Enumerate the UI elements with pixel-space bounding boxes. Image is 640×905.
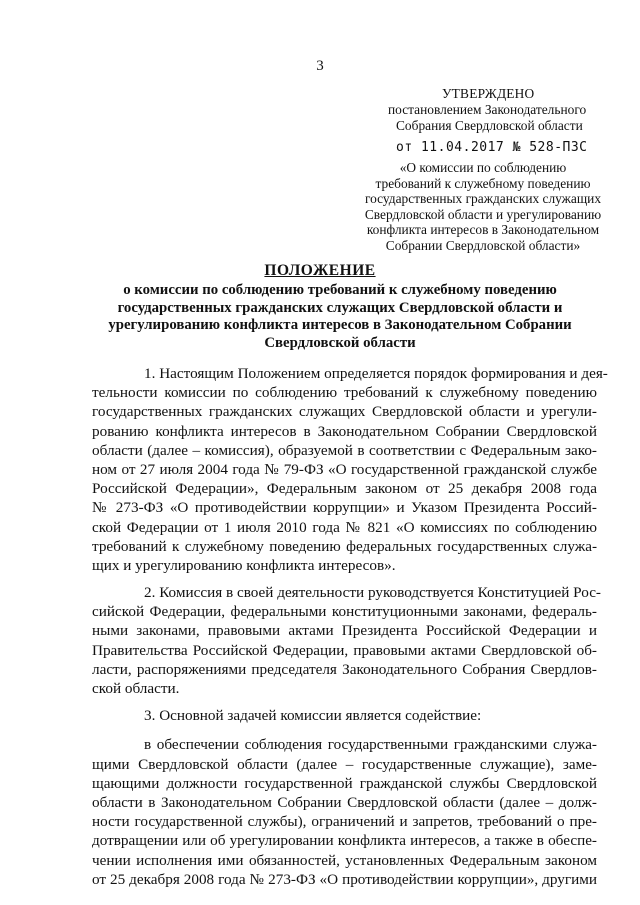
text-line: сийской Федерации, федеральными конституционными законами, федераль- [92, 603, 597, 621]
text-line: 2. Комиссия в своей деятельности руководствуется Конституцией Рос- [144, 584, 601, 602]
approval-date-line: от 11.04.2017 № 528-ПЗС [396, 140, 588, 155]
text-line: дотвращении или об урегулировании конфликта интересов, а также в обеспе- [92, 832, 597, 850]
text-line: ской области. [92, 680, 180, 697]
text-line: ской Федерации от 1 июля 2010 года № 821 «О комиссиях по соблюдению [92, 518, 597, 536]
text-line: щими Свердловской области (далее – государственные служащие), заме- [92, 755, 597, 773]
paragraph-3 [92, 706, 597, 725]
text-line: тельности комиссии по соблюдению требований к служебному поведению [92, 384, 597, 402]
text-line: 3. Основной задачей комиссии является содействие: [144, 707, 482, 725]
about-line: Свердловской области и урегулированию [364, 206, 602, 222]
about-line: Собрании Свердловской области» [385, 237, 581, 253]
text-line: от 25 декабря 2008 года № 273-ФЗ «О противодействии коррупции», другими [92, 870, 597, 888]
about-block [352, 160, 614, 254]
subtitle-line: государственных гражданских служащих Свердловской области и [117, 299, 563, 316]
document-subtitle [60, 282, 620, 352]
text-line: рованию конфликта интересов в Законодательном Собрании Свердловской [92, 422, 597, 440]
approval-stamp [372, 86, 612, 156]
text-line: щих и урегулированию конфликта интересов». [92, 556, 396, 574]
text-line: ности государственной службы), ограничений и запретов, требований о пре- [92, 813, 597, 831]
text-line: ласти, распоряжениями председателя Законодательного Собрания Свердлов- [92, 660, 597, 678]
page-number: 3 [316, 58, 324, 74]
text-line: ными законами, правовыми актами Президента Российской Федерации и [92, 622, 597, 640]
text-line: № 273-ФЗ «О противодействии коррупции» и Указом Президента Россий- [92, 499, 597, 517]
about-line: требований к служебному поведению [375, 175, 591, 191]
subtitle-line: о комиссии по соблюдению требований к служебному поведению [123, 282, 557, 298]
text-line: щающими должности государственной гражданской службы Свердловской [92, 774, 597, 792]
paragraph-2 [92, 583, 601, 698]
text-line: в обеспечении соблюдения государственными гражданскими служа- [144, 736, 597, 754]
subtitle-line: Свердловской области [264, 334, 416, 351]
text-line: ном от 27 июля 2004 года № 79-ФЗ «О государственной гражданской службе [92, 460, 597, 478]
approval-line: постановлением Законодательного [388, 102, 587, 117]
about-line: государственных гражданских служащих [364, 191, 602, 207]
text-line: области (далее – комиссия), образуемой в соответствии с Федеральным зако- [92, 441, 597, 459]
about-line: «О комиссии по соблюдению [399, 160, 567, 175]
text-line: Правительства Российской Федерации, правовыми актами Свердловской об- [92, 641, 597, 659]
approval-label: УТВЕРЖДЕНО [442, 86, 535, 101]
paragraph-1 [92, 364, 608, 575]
text-line: требований к служебному поведению федеральных государственных служа- [92, 537, 597, 555]
text-line: области в Законодательном Собрании Свердловской области (далее – долж- [92, 793, 597, 811]
text-line: Российской Федерации», Федеральным законом от 25 декабря 2008 года [92, 480, 597, 498]
document-body [92, 364, 608, 889]
about-line: конфликта интересов в Законодательном [366, 222, 600, 238]
paragraph-4 [92, 735, 597, 889]
text-line: чении исполнения ими обязанностей, установленных Федеральным законом [92, 851, 597, 869]
text-line: государственных гражданских служащих Свердловской области и урегули- [92, 403, 597, 421]
text-line: 1. Настоящим Положением определяется порядок формирования и дея- [144, 365, 608, 382]
approval-line: Собрания Свердловской области [396, 118, 583, 133]
document-title: ПОЛОЖЕНИЕ [264, 262, 376, 279]
subtitle-line: урегулированию конфликта интересов в Законодательном Собрании [108, 317, 572, 333]
